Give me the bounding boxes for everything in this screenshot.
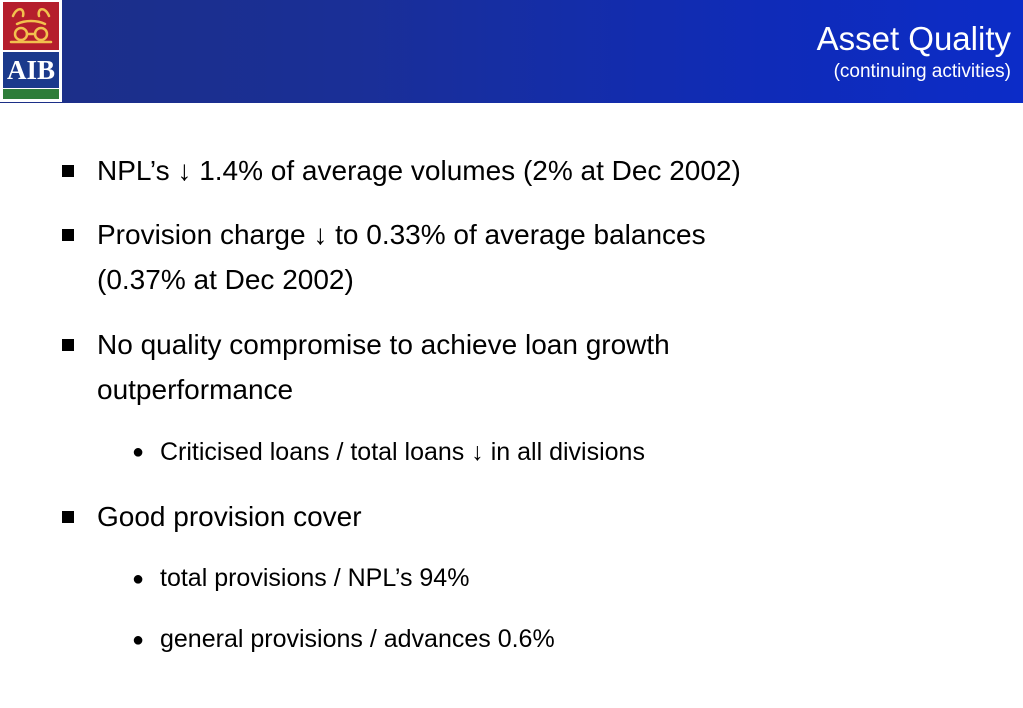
- bullet-text-after: in all divisions: [483, 438, 645, 466]
- bullet-text-after: to 0.33% of average balances: [327, 219, 706, 250]
- bullet-text-before: Provision charge: [97, 219, 314, 250]
- subbullet-general-provisions: general provisions / advances 0.6%: [160, 625, 555, 653]
- bullet-good-provision-cover: Good provision cover: [97, 501, 362, 532]
- down-arrow-icon: ↓: [313, 219, 328, 250]
- down-arrow-icon: ↓: [177, 155, 192, 186]
- square-bullet-icon: [62, 165, 74, 181]
- bullet-text-after: 1.4% of average volumes (2% at Dec 2002): [191, 155, 741, 186]
- square-bullet-icon: [62, 339, 74, 355]
- square-bullet-icon: [62, 229, 74, 245]
- subbullet-criticised-loans: [160, 435, 645, 469]
- bullet-text-before: Criticised loans / total loans: [160, 438, 472, 466]
- bullet-no-quality-compromise: No quality compromise to achieve loan growth: [97, 329, 670, 360]
- bullet-provision-charge: [97, 212, 997, 257]
- bullet-npl: [97, 148, 997, 193]
- page-subtitle: (continuing activities): [833, 61, 1011, 82]
- bullet-continuation: outperformance: [97, 374, 294, 405]
- square-bullet-icon: [62, 511, 74, 527]
- page-title: Asset Quality: [816, 20, 1011, 57]
- bullet-text-before: NPL’s: [97, 155, 178, 186]
- down-arrow-icon: ↓: [471, 438, 484, 466]
- subbullet-total-provisions: total provisions / NPL’s 94%: [160, 564, 470, 592]
- round-bullet-icon: ●: [132, 629, 145, 651]
- bullet-continuation: (0.37% at Dec 2002): [97, 264, 354, 295]
- round-bullet-icon: ●: [132, 568, 145, 590]
- logo-wordmark: AIB: [3, 52, 59, 88]
- round-bullet-icon: ●: [132, 441, 145, 463]
